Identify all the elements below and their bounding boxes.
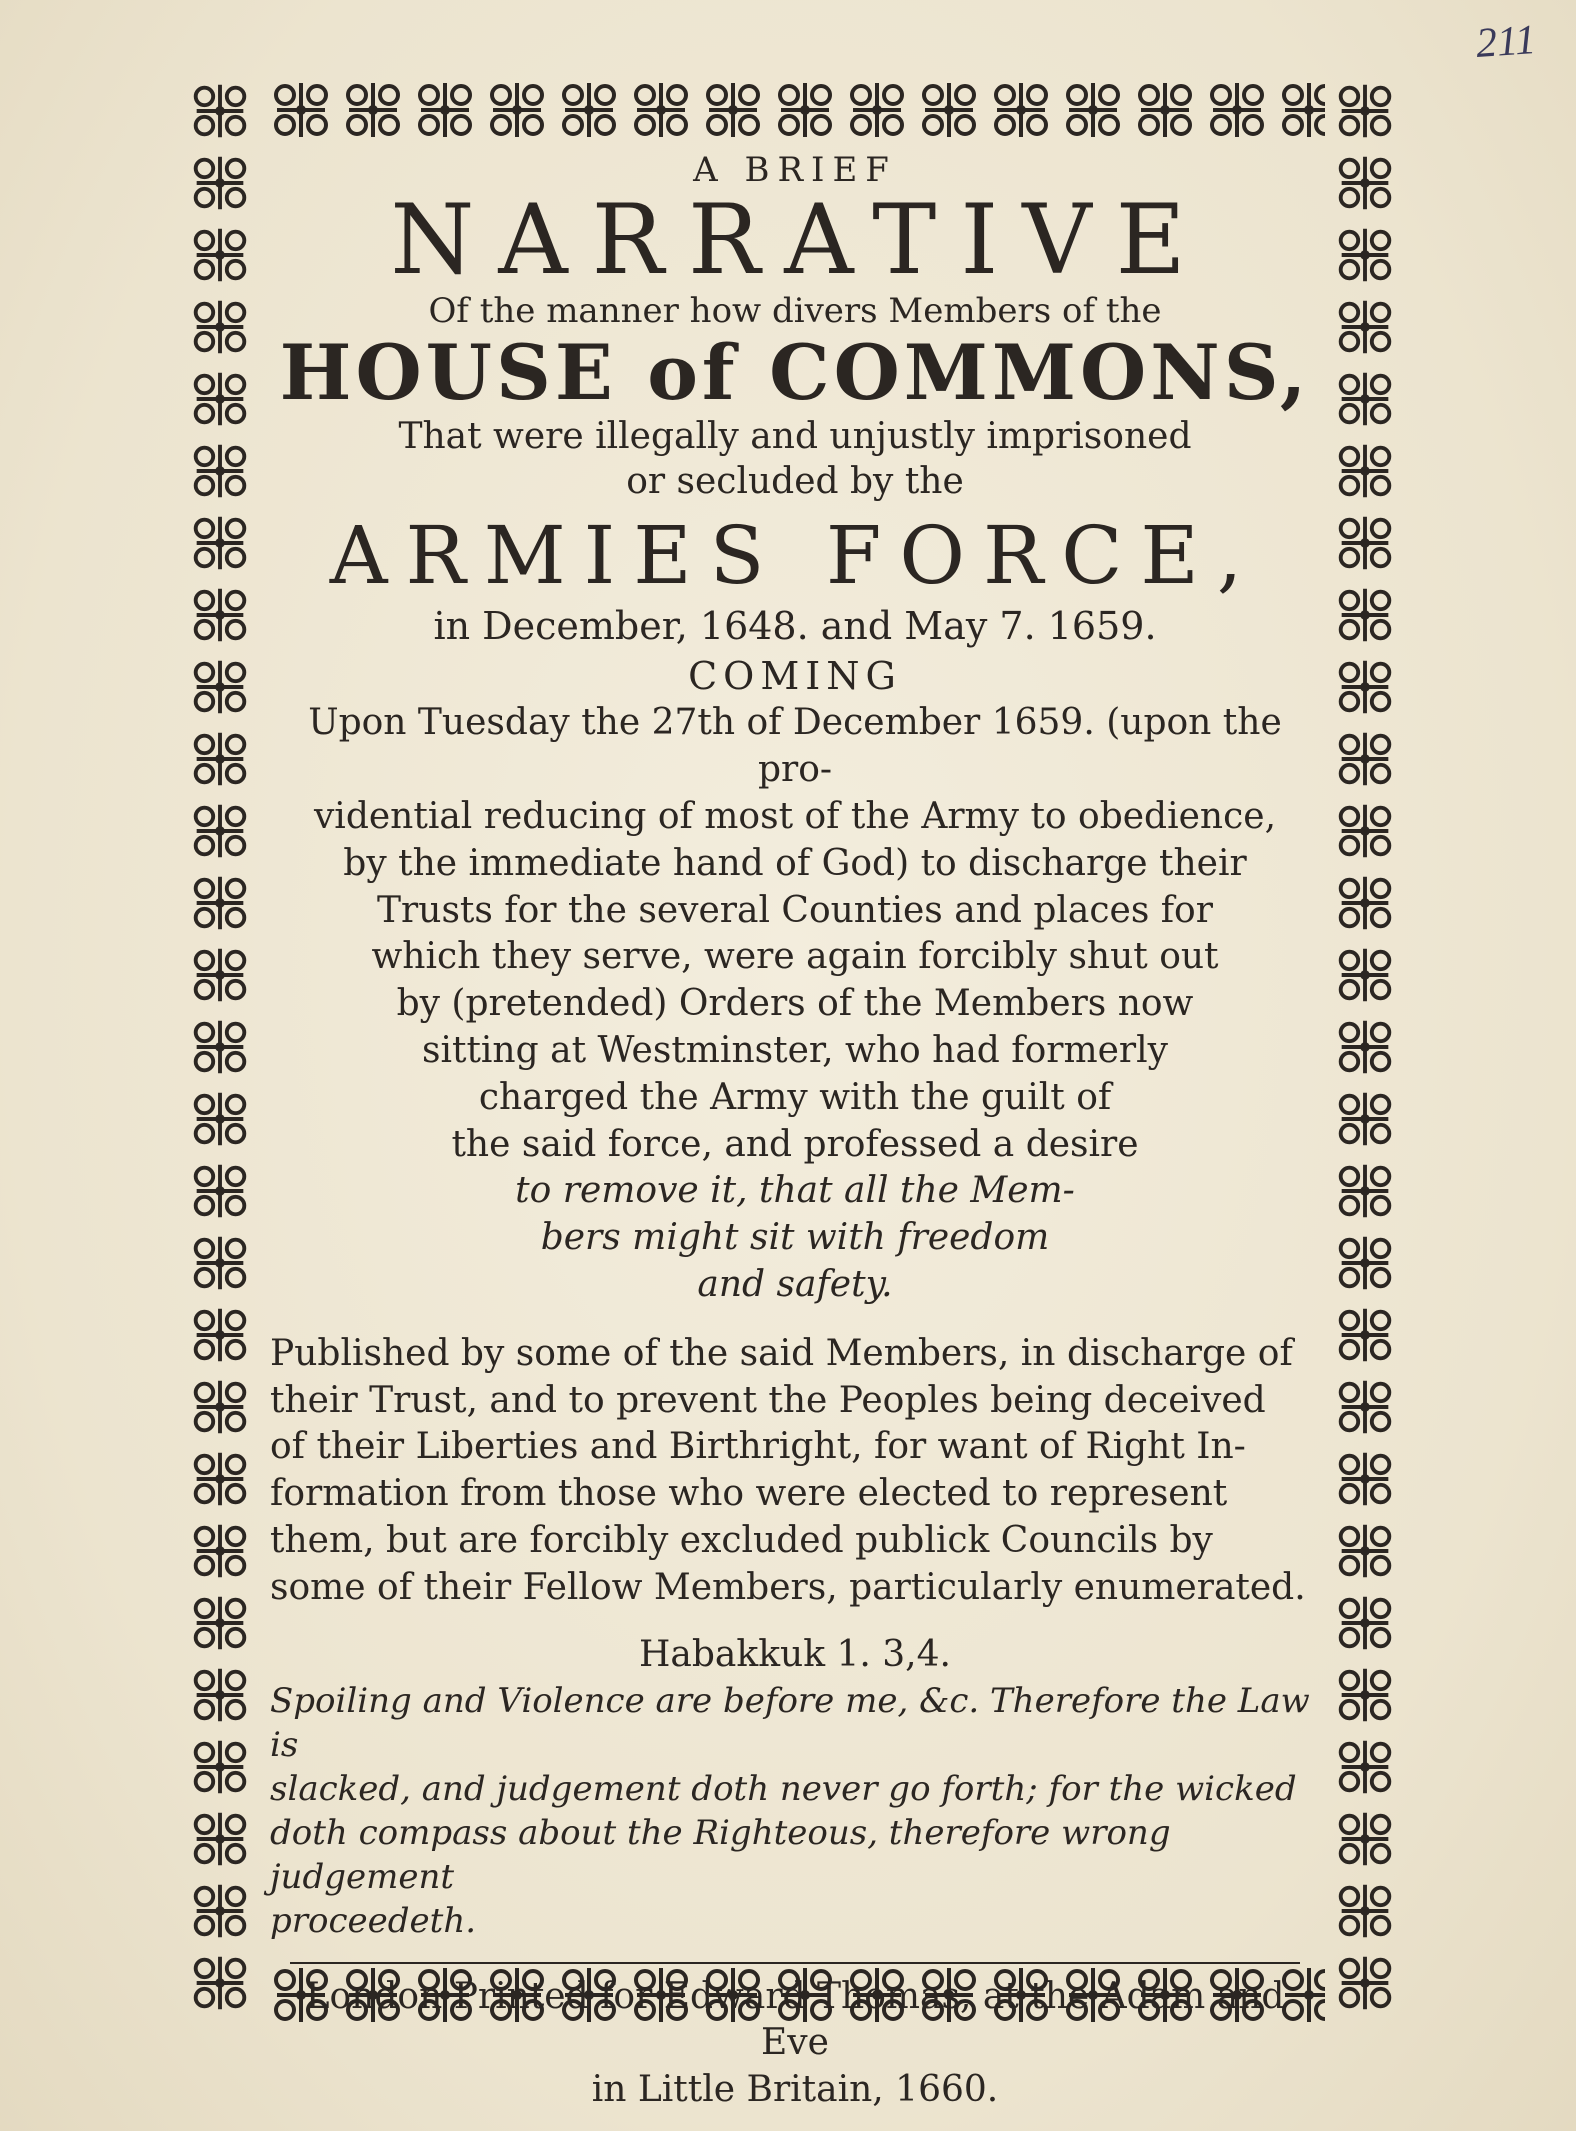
body-line: by the immediate hand of God) to discharge their bbox=[343, 842, 1247, 884]
published-paragraph bbox=[270, 1331, 1320, 1612]
title-line-1: Of the manner how divers Members of the bbox=[428, 290, 1162, 331]
heading-narrative: NARRATIVE bbox=[390, 184, 1210, 296]
body-line: Trusts for the several Counties and places for bbox=[377, 889, 1213, 931]
body-line: bers might sit with freedom bbox=[540, 1217, 1050, 1259]
ornamental-border-right bbox=[1330, 75, 1400, 2025]
title-line-3: or secluded by the bbox=[626, 461, 964, 503]
published-line: of their Liberties and Birthright, for want of Right In- bbox=[270, 1426, 1246, 1468]
title-page-content bbox=[270, 150, 1320, 2114]
published-line: Published by some of the said Members, in discharge of bbox=[270, 1332, 1293, 1374]
heading-coming: COMING bbox=[688, 654, 902, 699]
published-line: them, but are forcibly excluded publick Councils by bbox=[270, 1519, 1213, 1561]
body-line: to remove it, that all the Mem- bbox=[515, 1170, 1075, 1212]
body-line: charged the Army with the guilt of bbox=[478, 1076, 1112, 1118]
ornamental-border-top bbox=[265, 75, 1325, 145]
heading-armies-force: ARMIES FORCE, bbox=[329, 509, 1261, 603]
published-line: their Trust, and to prevent the Peoples being deceived bbox=[270, 1379, 1266, 1421]
imprint-line: London Printed for Edward Thomas, at the Adam and Eve bbox=[305, 1975, 1285, 2064]
scripture-quote bbox=[270, 1679, 1320, 1944]
scripture-line: Spoiling and Violence are before me, &c. Therefore the Law is bbox=[270, 1680, 1310, 1765]
body-line: the said force, and professed a desire bbox=[451, 1123, 1139, 1165]
imprint-line: in Little Britain, 1660. bbox=[591, 2069, 999, 2111]
heading-brief: A BRIEF bbox=[693, 150, 897, 190]
body-line: vidential reducing of most of the Army to obedience, bbox=[313, 795, 1277, 837]
page-number: 211 bbox=[1474, 16, 1538, 68]
heading-house-of-commons: HOUSE of COMMONS, bbox=[279, 327, 1311, 417]
body-paragraph bbox=[270, 700, 1320, 1308]
body-line: Upon Tuesday the 27th of December 1659. (upon the pro- bbox=[308, 702, 1282, 791]
title-dates: in December, 1648. and May 7. 1659. bbox=[433, 604, 1157, 649]
body-line: which they serve, were again forcibly shut out bbox=[371, 936, 1219, 978]
scripture-line: slacked, and judgement doth never go forth; for the wicked bbox=[270, 1768, 1297, 1809]
body-line: by (pretended) Orders of the Members now bbox=[396, 983, 1194, 1025]
body-line: sitting at Westminster, who had formerly bbox=[422, 1029, 1168, 1071]
title-line-2: That were illegally and unjustly imprisoned bbox=[398, 416, 1192, 458]
scripture-line: proceedeth. bbox=[270, 1901, 477, 1942]
scripture-reference: Habakkuk 1. 3,4. bbox=[639, 1633, 951, 1675]
scripture-line: doth compass about the Righteous, therefore wrong judgement bbox=[270, 1813, 1171, 1898]
published-line: some of their Fellow Members, particularly enumerated. bbox=[270, 1566, 1306, 1608]
imprint bbox=[270, 1974, 1320, 2114]
published-line: formation from those who were elected to represent bbox=[270, 1473, 1228, 1515]
divider-rule bbox=[290, 1962, 1300, 1964]
ornamental-border-left bbox=[185, 75, 255, 2025]
body-line: and safety. bbox=[697, 1263, 893, 1305]
